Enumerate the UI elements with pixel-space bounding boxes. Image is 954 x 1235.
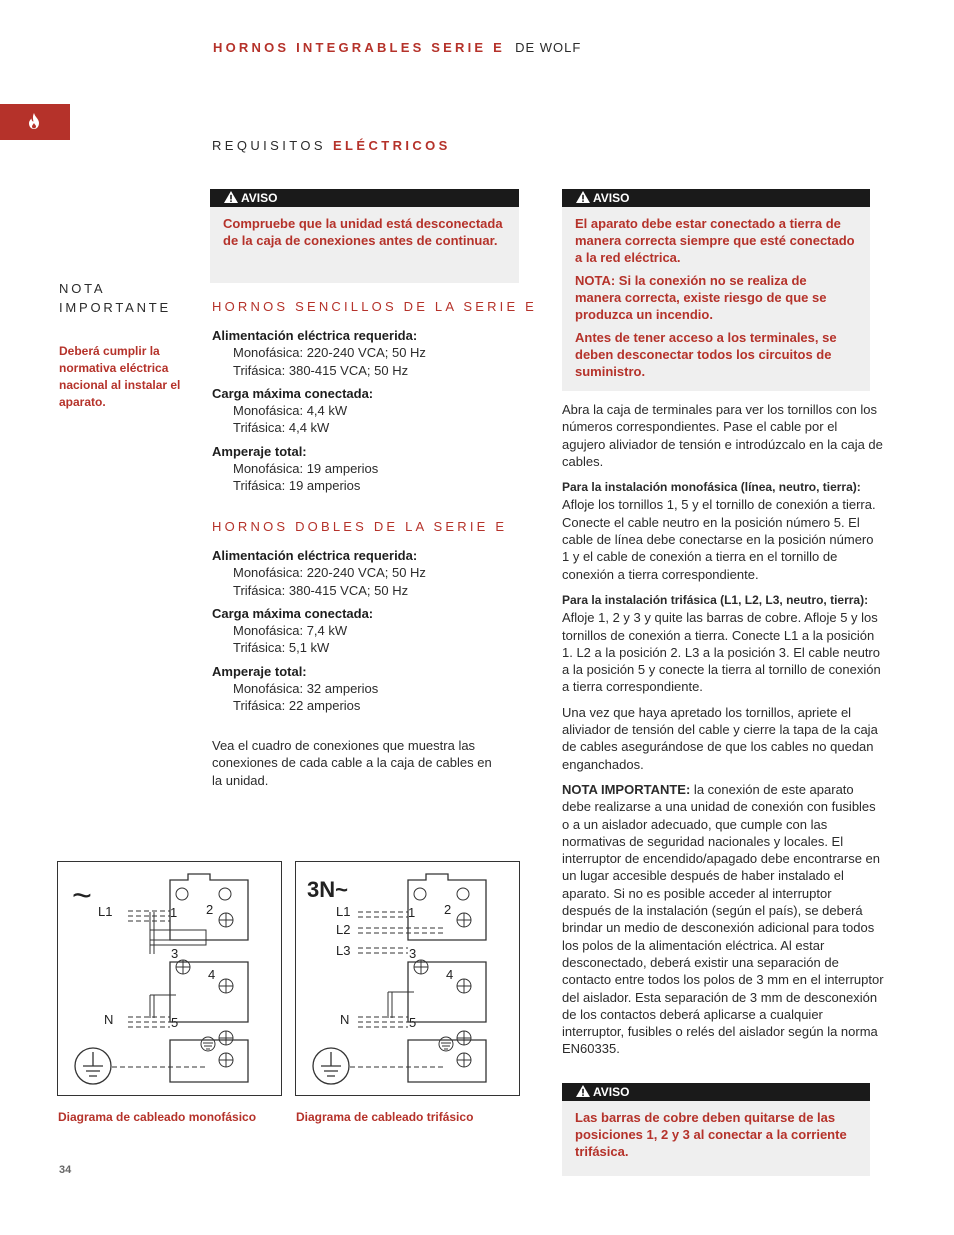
- spec-group: [212, 385, 512, 437]
- tri-install-label: Para la instalación trifásica (L1, L2, L3, neutro, tierra):: [562, 592, 869, 607]
- spec-label: Amperaje total:: [212, 443, 307, 459]
- l2-wire: [358, 928, 444, 933]
- spec-label: Alimentación eléctrica requerida:: [212, 328, 418, 343]
- terminal-1-label: 1: [408, 905, 416, 920]
- intro-paragraph: Abra la caja de terminales para ver los tornillos con los números correspondientes. Pase el cable por el agujero aliviador de tensión e introdúzcalo en la caja de cables.: [562, 402, 883, 469]
- terminal-4-label: 4: [208, 967, 216, 982]
- copper-bridge: [150, 930, 206, 940]
- spec-group: [212, 443, 512, 495]
- label-l2: L2: [336, 922, 351, 937]
- warning-label: AVISO: [241, 191, 278, 205]
- warning-triangle-icon: [576, 191, 590, 203]
- tri-install-text: Afloje 1, 2 y 3 y quite las barras de cobre. Afloje 5 y los tornillos de conexión a tierra. Conecte L1 a la posición 1. L2 a la posición 2. L3 a la posición 3. El cable neutro a la posición 5 y conecte la tierra al tornillo de conexión a tierra correspondiente.: [562, 610, 881, 695]
- spec-group: [212, 327, 512, 379]
- mono-install-paragraph: [562, 478, 884, 583]
- spec-line: Monofásica: 32 amperios: [233, 681, 379, 697]
- important-note-text: la conexión de este aparato debe realizarse a una unidad de conexión con fusibles o a un aislador adecuado, que cumple con las normativas de seguridad nacionales y locales. El interruptor de encendido/apagado debe encontrarse en un lugar accesible después de haber instalado el aparato. Si no es posible acceder al interruptor después de la instalación (según el país), se deberá brindar un medio de desconexión adicional para todos los polos de la alimentación eléctrica. Al estar desconectado, deberá existir una separación de contacto entre todos los polos de 3 mm en el interruptor del aislador. Esta separación de 3 mm de desconexión de los contactos deberá aplicarse a cualquier interruptor, fusibles o relés del aislador según la norma EN60335.: [562, 781, 884, 1057]
- single-phase-symbol: ~: [72, 877, 92, 915]
- warning-text: Compruebe que la unidad está desconectada de la caja de conexiones antes de continuar.: [223, 216, 503, 248]
- l1-wire: [358, 912, 408, 917]
- wiring-diagram-three-phase: [295, 861, 520, 1096]
- terminal-2-label: 2: [206, 902, 214, 917]
- label-l1: L1: [98, 904, 113, 919]
- terminal-3-label: 3: [409, 946, 417, 961]
- spec-line: Trifásica: 380-415 VCA; 50 Hz: [233, 362, 409, 378]
- caption-single-phase: Diagrama de cableado monofásico: [58, 1110, 257, 1124]
- warning-bar: [562, 1083, 870, 1101]
- wiring-diagram-svg: [296, 862, 519, 1095]
- warning-triangle-icon: [224, 191, 238, 203]
- spec-line: Trifásica: 5,1 kW: [233, 640, 330, 656]
- spec-line: Monofásica: 7,4 kW: [233, 623, 348, 639]
- single-ovens-specs: [212, 327, 512, 501]
- side-note-text: Deberá cumplir la normativa eléctrica nacional al instalar el aparato.: [59, 344, 181, 409]
- side-note-label: [59, 279, 171, 317]
- important-note-paragraph: [562, 781, 884, 1058]
- warning-text: El aparato debe estar conectado a tierra de manera correcta siempre que esté conectado a la red eléctrica.: [575, 216, 855, 265]
- spec-label: Alimentación eléctrica requerida:: [212, 548, 418, 563]
- single-ovens-heading: HORNOS SENCILLOS DE LA SERIE E: [212, 299, 538, 314]
- three-phase-symbol: 3N~: [307, 877, 348, 902]
- double-ovens-specs: [212, 547, 512, 721]
- spec-label: Carga máxima conectada:: [212, 605, 374, 621]
- warning-box-right: [562, 189, 870, 391]
- side-note-label-line1: NOTA: [59, 281, 106, 296]
- terminal-4-label: 4: [446, 967, 454, 982]
- screw-terminal: [219, 888, 231, 900]
- label-n: N: [340, 1012, 350, 1027]
- section-tab: [0, 104, 70, 140]
- section-title-emphasis: ELÉCTRICOS: [332, 138, 451, 153]
- page-number: 34: [59, 1164, 72, 1176]
- section-title-prefix: REQUISITOS: [212, 138, 326, 153]
- screw-terminal: [457, 888, 469, 900]
- mono-install-label: Para la instalación monofásica (línea, neutro, tierra):: [562, 480, 861, 495]
- l3-wire: [358, 948, 408, 953]
- spec-line: Trifásica: 19 amperios: [233, 478, 361, 494]
- right-column-text: [562, 401, 884, 1066]
- warning-bar: [210, 189, 519, 207]
- spec-group: [212, 663, 512, 715]
- mono-install-text: Afloje los tornillos 1, 5 y el tornillo de conexión a tierra. Conecte el cable neutro en la posición número 5. El cable de línea debe conectarse en la posición número 1 y el cable de conexión a tierra en el tornillo de conexión a tierra correspondiente.: [562, 497, 876, 582]
- running-header: [213, 40, 581, 55]
- warning-text: Antes de tener acceso a los terminales, se deben desconectar todos los circuitos de suministro.: [575, 330, 837, 379]
- terminal-5-label: 5: [171, 1015, 179, 1030]
- see-chart-paragraph: Vea el cuadro de conexiones que muestra las conexiones de cada cable a la caja de cables en la unidad.: [212, 738, 492, 788]
- header-brand: DE WOLF: [515, 40, 582, 55]
- warning-box-bottom: [562, 1083, 870, 1176]
- flame-icon: [27, 112, 41, 130]
- wiring-diagram-svg: [58, 862, 281, 1095]
- spec-group: [212, 547, 512, 599]
- double-ovens-heading: HORNOS DOBLES DE LA SERIE E: [212, 519, 508, 534]
- spec-line: Trifásica: 380-415 VCA; 50 Hz: [233, 582, 409, 598]
- screw-terminal: [176, 888, 188, 900]
- header-series: HORNOS INTEGRABLES SERIE E: [213, 40, 505, 55]
- warning-note: NOTA: Si la conexión no se realiza de manera correcta, existe riesgo de que se produzca un incendio.: [575, 273, 827, 322]
- spec-line: Trifásica: 4,4 kW: [233, 420, 330, 436]
- tighten-paragraph: Una vez que haya apretado los tornillos, apriete el aliviador de tensión del cable y cierre la tapa de la caja de cables asegurándose de que los cables no quedan enganchados.: [562, 704, 878, 772]
- side-note-label-line2: IMPORTANTE: [59, 300, 172, 315]
- terminal-1-label: 1: [170, 905, 178, 920]
- terminal-3-label: 3: [171, 946, 179, 961]
- neutral-wire: [358, 1017, 408, 1027]
- warning-text: Las barras de cobre deben quitarse de las posiciones 1, 2 y 3 al conectar a la corriente trifásica.: [575, 1110, 847, 1159]
- terminal-2-label: 2: [444, 902, 452, 917]
- warning-label: AVISO: [593, 191, 630, 205]
- section-title: [212, 138, 451, 153]
- spec-line: Monofásica: 220-240 VCA; 50 Hz: [233, 345, 426, 361]
- wiring-diagram-single-phase: [57, 861, 282, 1096]
- warning-triangle-icon: [576, 1085, 590, 1097]
- important-note-label: NOTA IMPORTANTE:: [562, 781, 691, 797]
- spec-label: Amperaje total:: [212, 663, 307, 679]
- neutral-wire: [128, 1017, 170, 1027]
- spec-group: [212, 605, 512, 657]
- label-l3: L3: [336, 943, 351, 958]
- warning-label: AVISO: [593, 1085, 630, 1099]
- spec-line: Monofásica: 4,4 kW: [233, 403, 348, 419]
- spec-line: Monofásica: 19 amperios: [233, 461, 379, 477]
- spec-line: Monofásica: 220-240 VCA; 50 Hz: [233, 565, 426, 581]
- screw-terminal: [414, 888, 426, 900]
- label-n: N: [104, 1012, 114, 1027]
- line-wire: [128, 911, 170, 921]
- caption-three-phase: Diagrama de cableado trifásico: [296, 1110, 474, 1124]
- tri-install-paragraph: [562, 591, 884, 696]
- spec-label: Carga máxima conectada:: [212, 385, 374, 401]
- warning-bar: [562, 189, 870, 207]
- label-l1: L1: [336, 904, 351, 919]
- warning-box-left: [210, 189, 519, 283]
- terminal-5-label: 5: [409, 1015, 417, 1030]
- spec-line: Trifásica: 22 amperios: [233, 698, 361, 714]
